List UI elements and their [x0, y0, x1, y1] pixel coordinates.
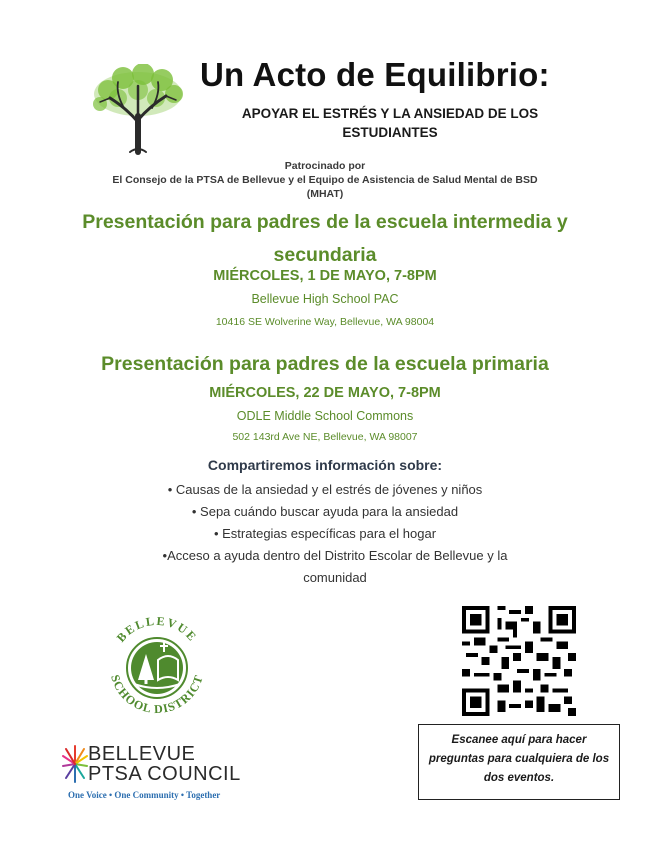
seal-top-text: BELLEVUE — [113, 613, 201, 645]
share-bullet: •Acceso a ayuda dentro del Distrito Escolar de Bellevue y la comunidad — [162, 548, 508, 585]
sponsor-names: El Consejo de la PTSA de Bellevue y el Equipo de Asistencia de Salud Mental de BSD — [112, 174, 538, 186]
svg-text:BELLEVUE — [114, 614, 201, 645]
scan-instructions-box — [418, 724, 620, 800]
ptsa-name-line2: PTSA COUNCIL — [88, 763, 241, 785]
session-1-title-line1: Presentación para padres de la escuela intermedia y — [82, 211, 568, 233]
ptsa-tagline: One Voice • One Community • Together — [68, 790, 221, 800]
session-1-address: 10416 SE Wolverine Way, Bellevue, WA 98004 — [215, 316, 435, 328]
session-1-title — [70, 206, 580, 272]
sponsor-label: Patrocinado por — [284, 160, 366, 172]
share-bullet: • Causas de la ansiedad y el estrés de jóvenes y niños — [167, 482, 483, 497]
page-title: Un Acto de Equilibrio: — [200, 56, 550, 93]
session-1-date: MIÉRCOLES, 1 DE MAYO, 7-8PM — [213, 268, 437, 284]
share-bullet: • Sepa cuándo buscar ayuda para la ansiedad — [191, 504, 459, 519]
share-bullet: • Estrategias específicas para el hogar — [213, 526, 437, 541]
session-1-venue: Bellevue High School PAC — [251, 292, 399, 306]
session-1-title-line2: secundaria — [273, 244, 377, 266]
share-heading: Compartiremos información sobre: — [207, 457, 443, 473]
session-2-address: 502 143rd Ave NE, Bellevue, WA 98007 — [232, 431, 418, 443]
session-2-date: MIÉRCOLES, 22 DE MAYO, 7-8PM — [209, 385, 441, 401]
sponsor-acronym: (MHAT) — [306, 188, 344, 200]
scan-instructions-text: Escanee aquí para hacer preguntas para cualquiera de los dos eventos. — [428, 734, 610, 784]
ptsa-pinwheel-icon — [62, 744, 88, 784]
qr-code[interactable] — [462, 606, 576, 716]
school-district-seal — [98, 612, 216, 718]
seal-bottom-text: SCHOOL DISTRICT — [108, 672, 206, 717]
sponsor-block — [60, 159, 590, 201]
tree-icon — [88, 64, 188, 156]
ptsa-council-name — [88, 744, 241, 784]
session-2-title: Presentación para padres de la escuela primaria — [101, 353, 549, 375]
session-2-venue: ODLE Middle School Commons — [236, 409, 414, 423]
ptsa-name-line1: BELLEVUE — [88, 743, 196, 765]
page-subtitle: APOYAR EL ESTRÉS Y LA ANSIEDAD DE LOS ESTUDIANTES — [241, 106, 539, 140]
